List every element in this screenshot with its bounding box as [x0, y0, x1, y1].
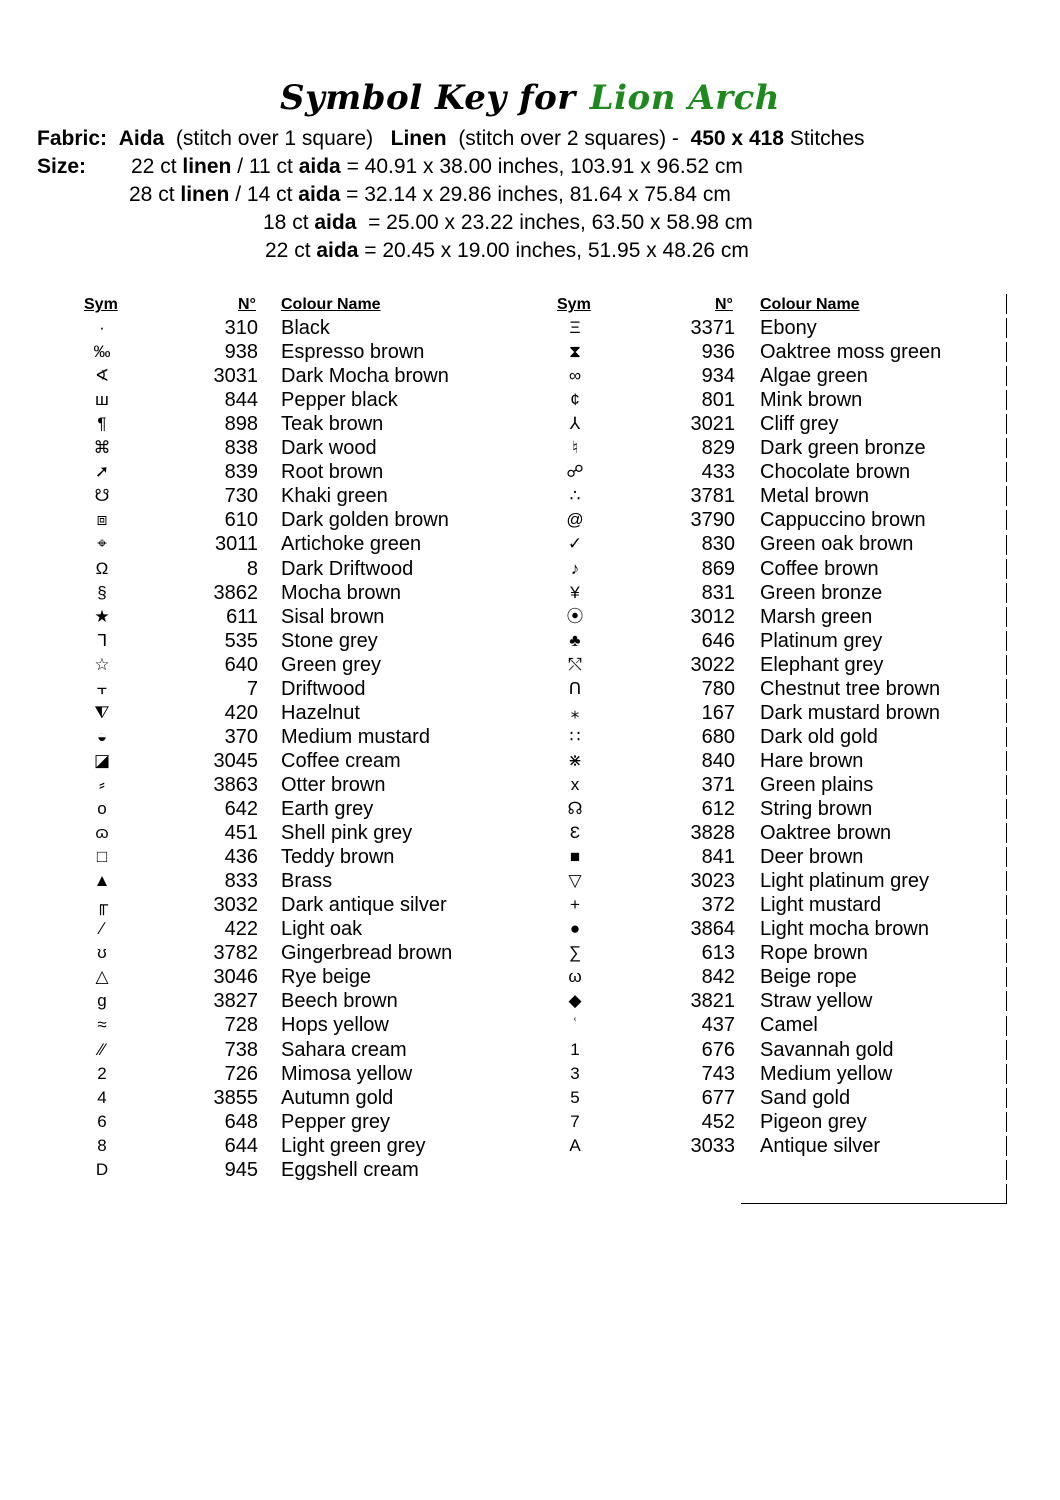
row-symbol: ⧨	[94, 703, 110, 722]
row-symbol: ♪	[570, 559, 580, 578]
row-symbol: x	[570, 775, 580, 794]
row-number: 830	[701, 533, 735, 555]
border-segment	[1006, 967, 1007, 987]
row-symbol: Ω	[95, 559, 109, 578]
row-symbol: ∞	[568, 366, 582, 385]
row-colour-name: Beech brown	[281, 990, 398, 1012]
row-number: 8	[246, 558, 258, 580]
row-symbol: ◪	[93, 751, 111, 770]
pattern-name: Lion Arch	[589, 78, 780, 118]
row-number: 3046	[213, 966, 258, 988]
row-colour-name: Chocolate brown	[760, 461, 911, 483]
border-segment	[1006, 607, 1007, 627]
border-segment	[1006, 751, 1007, 771]
row-colour-name: Coffee cream	[281, 750, 401, 772]
row-symbol: o	[97, 799, 107, 818]
row-symbol: ♣	[569, 631, 581, 650]
fabric-label: Fabric:	[37, 127, 108, 150]
row-colour-name: Sisal brown	[281, 606, 385, 628]
row-colour-name: Dark wood	[281, 437, 377, 459]
row-colour-name: Eggshell cream	[281, 1159, 419, 1181]
row-colour-name: Light green grey	[281, 1135, 426, 1157]
border-segment	[1006, 342, 1007, 362]
row-number: 451	[224, 822, 258, 844]
row-symbol: ¶	[97, 414, 107, 433]
border-segment	[1006, 559, 1007, 579]
border-segment	[1006, 1136, 1007, 1156]
row-symbol: §	[97, 583, 107, 602]
row-symbol: 7	[570, 1112, 580, 1131]
row-number: 780	[701, 678, 735, 700]
row-number: 938	[224, 341, 258, 363]
row-number: 3781	[690, 485, 735, 507]
row-colour-name: Hazelnut	[281, 702, 360, 724]
row-colour-name: Gingerbread brown	[281, 942, 453, 964]
row-symbol: Ξ	[569, 318, 581, 337]
border-segment	[1006, 462, 1007, 482]
right-name-header: Colour Name	[760, 296, 860, 313]
row-symbol: ∕	[100, 919, 104, 938]
row-symbol: ☊	[567, 799, 583, 818]
size-line-post: = 20.45 x 19.00 inches, 51.95 x 48.26 cm	[358, 239, 749, 262]
row-number: 3827	[213, 990, 258, 1012]
border-segment	[1006, 1016, 1007, 1036]
size-line	[129, 183, 731, 207]
border-segment	[1006, 1064, 1007, 1084]
border-segment	[1006, 631, 1007, 651]
row-symbol: ⤲	[568, 655, 582, 674]
row-symbol: ⫟	[96, 679, 108, 698]
border-segment	[1006, 1112, 1007, 1132]
row-colour-name: Oaktree brown	[760, 822, 892, 844]
row-number: 3371	[690, 317, 735, 339]
row-symbol: ≈	[97, 1015, 107, 1034]
border-segment	[1006, 1040, 1007, 1060]
row-symbol: ⧗	[569, 342, 581, 361]
row-colour-name: Artichoke green	[281, 533, 422, 555]
row-number: 3011	[214, 533, 258, 555]
row-number: 610	[224, 509, 258, 531]
row-colour-name: Beige rope	[760, 966, 857, 988]
row-number: 3033	[690, 1135, 735, 1157]
size-line-pre: 22 ct	[265, 239, 317, 262]
row-symbol: ⁎	[570, 703, 580, 722]
border-segment	[1006, 799, 1007, 819]
row-colour-name: Marsh green	[760, 606, 873, 628]
row-number: 642	[224, 798, 258, 820]
row-symbol: 4	[97, 1088, 107, 1107]
size-label: Size:	[37, 155, 87, 178]
row-number: 646	[701, 630, 735, 652]
row-symbol: 1	[570, 1040, 580, 1059]
row-number: 452	[701, 1111, 735, 1133]
row-number: 898	[224, 413, 258, 435]
row-colour-name: Platinum grey	[760, 630, 883, 652]
size-line-pre: 18 ct	[263, 211, 315, 234]
row-number: 613	[701, 942, 735, 964]
border-segment	[1006, 390, 1007, 410]
right-num-header: N°	[715, 296, 733, 313]
row-number: 535	[224, 630, 258, 652]
border-segment	[1006, 943, 1007, 963]
row-number: 644	[224, 1135, 258, 1157]
row-symbol: ➚	[94, 462, 110, 481]
row-colour-name: Hare brown	[760, 750, 864, 772]
row-number: 676	[701, 1039, 735, 1061]
row-number: 437	[701, 1014, 735, 1036]
bottom-rule	[741, 1203, 1007, 1204]
row-colour-name: Dark Mocha brown	[281, 365, 449, 387]
row-symbol: ■	[569, 847, 581, 866]
size-line-b1: linen	[182, 155, 232, 178]
row-number: 829	[701, 437, 735, 459]
stitch-count: 450 x 418	[690, 127, 784, 150]
row-number: 844	[224, 389, 258, 411]
row-number: 7	[246, 678, 258, 700]
row-colour-name: Pepper black	[281, 389, 398, 411]
size-line-pre: 28 ct	[129, 183, 181, 206]
row-colour-name: Straw yellow	[760, 990, 873, 1012]
row-number: 841	[701, 846, 735, 868]
row-colour-name: Pepper grey	[281, 1111, 390, 1133]
row-colour-name: Metal brown	[760, 485, 869, 507]
row-number: 3863	[213, 774, 258, 796]
row-number: 3828	[690, 822, 735, 844]
border-segment	[1006, 871, 1007, 891]
border-segment	[1006, 1160, 1007, 1180]
row-colour-name: Mink brown	[760, 389, 863, 411]
row-symbol: □	[96, 847, 108, 866]
row-number: 3023	[690, 870, 735, 892]
row-number: 310	[224, 317, 258, 339]
row-number: 3862	[213, 582, 258, 604]
row-number: 738	[224, 1039, 258, 1061]
row-colour-name: Otter brown	[281, 774, 386, 796]
row-colour-name: Dark green bronze	[760, 437, 926, 459]
row-symbol: ♮	[571, 438, 579, 457]
row-colour-name: Light platinum grey	[760, 870, 929, 892]
row-number: 3022	[690, 654, 735, 676]
border-segment	[1006, 895, 1007, 915]
row-number: 3031	[213, 365, 258, 387]
row-symbol: ∴	[569, 486, 581, 505]
row-colour-name: Green bronze	[760, 582, 883, 604]
size-line	[265, 239, 749, 263]
row-symbol: ☍	[566, 462, 584, 481]
size-line-b2: aida	[298, 155, 341, 178]
row-number: 3045	[213, 750, 258, 772]
row-colour-name: Mocha brown	[281, 582, 402, 604]
row-symbol: ◒	[96, 727, 108, 746]
fabric-linen-note: (stitch over 2 squares) -	[458, 127, 679, 150]
row-symbol: ☋	[94, 486, 110, 505]
row-number: 869	[701, 558, 735, 580]
row-colour-name: Savannah gold	[760, 1039, 894, 1061]
row-symbol: ⁄⁄	[99, 1040, 105, 1059]
row-number: 3021	[690, 413, 735, 435]
row-colour-name: Camel	[760, 1014, 818, 1036]
border-segment	[1006, 847, 1007, 867]
border-segment	[1006, 991, 1007, 1011]
row-colour-name: Sahara cream	[281, 1039, 407, 1061]
row-colour-name: Light mocha brown	[760, 918, 929, 940]
border-segment	[1006, 1184, 1007, 1204]
fabric-linen: Linen	[390, 127, 447, 150]
row-symbol: ⌘	[93, 438, 111, 457]
row-colour-name: Espresso brown	[281, 341, 425, 363]
row-symbol: ⧈	[96, 510, 108, 529]
row-symbol: @	[566, 510, 584, 529]
row-colour-name: Cappuccino brown	[760, 509, 926, 531]
row-colour-name: Dark mustard brown	[760, 702, 941, 724]
row-number: 801	[701, 389, 735, 411]
border-segment	[1006, 294, 1007, 314]
title-prefix: Symbol Key for	[279, 78, 576, 118]
row-colour-name: Chestnut tree brown	[760, 678, 941, 700]
row-symbol: ◆	[568, 991, 582, 1010]
row-colour-name: Green grey	[281, 654, 382, 676]
size-line-post: = 25.00 x 23.22 inches, 63.50 x 58.98 cm	[356, 211, 753, 234]
row-number: 436	[224, 846, 258, 868]
border-segment	[1006, 1088, 1007, 1108]
size-line-mid: / 14 ct	[229, 183, 299, 206]
row-number: 934	[701, 365, 735, 387]
size-label-line	[37, 155, 86, 179]
row-number: 167	[701, 702, 735, 724]
row-symbol: ▽	[568, 871, 582, 890]
row-colour-name: Rope brown	[760, 942, 868, 964]
row-symbol: D	[95, 1160, 109, 1179]
border-segment	[1006, 655, 1007, 675]
row-colour-name: Light mustard	[760, 894, 882, 916]
row-symbol: ⋇	[567, 751, 583, 770]
row-colour-name: Shell pink grey	[281, 822, 413, 844]
row-colour-name: Algae green	[760, 365, 868, 387]
size-line-b1: linen	[180, 183, 230, 206]
row-colour-name: Deer brown	[760, 846, 864, 868]
row-colour-name: Coffee brown	[760, 558, 879, 580]
row-number: 3012	[690, 606, 735, 628]
row-symbol: ∑	[568, 943, 582, 962]
row-number: 936	[701, 341, 735, 363]
border-segment	[1006, 535, 1007, 555]
row-number: 831	[701, 582, 735, 604]
row-number: 640	[224, 654, 258, 676]
row-colour-name: Dark antique silver	[281, 894, 447, 916]
border-segment	[1006, 583, 1007, 603]
fabric-aida: Aida	[118, 127, 165, 150]
row-colour-name: Rye beige	[281, 966, 372, 988]
row-colour-name: Driftwood	[281, 678, 366, 700]
left-num-header: N°	[238, 296, 256, 313]
row-number: 422	[224, 918, 258, 940]
row-number: 677	[701, 1087, 735, 1109]
row-symbol: Ɛ	[569, 823, 581, 842]
row-colour-name: Cliff grey	[760, 413, 839, 435]
row-colour-name: Khaki green	[281, 485, 388, 507]
row-symbol: 8	[97, 1136, 107, 1155]
row-symbol: 3	[570, 1064, 580, 1083]
row-colour-name: Green oak brown	[760, 533, 914, 555]
row-colour-name: Light oak	[281, 918, 363, 940]
row-number: 743	[701, 1063, 735, 1085]
row-colour-name: Medium mustard	[281, 726, 430, 748]
row-colour-name: Teak brown	[281, 413, 384, 435]
border-segment	[1006, 318, 1007, 338]
row-symbol: ╓	[95, 895, 109, 914]
row-symbol: ᒣ	[96, 631, 108, 650]
fabric-aida-note: (stitch over 1 square)	[175, 127, 374, 150]
row-symbol: ¢	[570, 390, 580, 409]
row-symbol: ●	[569, 919, 581, 938]
row-symbol: ★	[94, 607, 110, 626]
row-symbol: ✓	[567, 534, 583, 553]
row-number: 838	[224, 437, 258, 459]
row-number: 945	[224, 1159, 258, 1181]
row-colour-name: Teddy brown	[281, 846, 395, 868]
row-number: 433	[701, 461, 735, 483]
row-colour-name: Earth grey	[281, 798, 374, 820]
row-number: 833	[224, 870, 258, 892]
row-symbol: ᑎ	[568, 679, 582, 698]
row-number: 3032	[213, 894, 258, 916]
size-line-b2: aida	[298, 183, 341, 206]
border-segment	[1006, 679, 1007, 699]
row-number: 372	[701, 894, 735, 916]
row-symbol: ☆	[94, 655, 110, 674]
row-number: 842	[701, 966, 735, 988]
border-segment	[1006, 823, 1007, 843]
size-line	[131, 155, 743, 179]
row-symbol: 6	[97, 1112, 107, 1131]
row-colour-name: Antique silver	[760, 1135, 881, 1157]
row-colour-name: Oaktree moss green	[760, 341, 942, 363]
row-symbol: g	[97, 991, 107, 1010]
row-symbol: ¥	[570, 583, 580, 602]
border-segment	[1006, 438, 1007, 458]
row-colour-name: Sand gold	[760, 1087, 851, 1109]
row-colour-name: Root brown	[281, 461, 384, 483]
row-colour-name: Dark golden brown	[281, 509, 449, 531]
stitches-label: Stitches	[789, 127, 865, 150]
row-symbol: ⸗	[99, 775, 105, 794]
row-symbol: ‰	[93, 342, 111, 361]
row-number: 840	[701, 750, 735, 772]
row-colour-name: Brass	[281, 870, 333, 892]
row-colour-name: Stone grey	[281, 630, 378, 652]
row-number: 370	[224, 726, 258, 748]
border-segment	[1006, 727, 1007, 747]
size-line-mid: / 11 ct	[231, 155, 299, 178]
row-number: 611	[226, 606, 258, 628]
row-number: 612	[701, 798, 735, 820]
row-colour-name: Hops yellow	[281, 1014, 389, 1036]
row-number: 3864	[690, 918, 735, 940]
row-symbol: ʊ	[97, 943, 107, 962]
row-colour-name: Ebony	[760, 317, 817, 339]
row-symbol: ·	[99, 318, 105, 337]
row-number: 726	[224, 1063, 258, 1085]
row-symbol: +	[570, 895, 580, 914]
row-symbol: ω	[568, 967, 582, 986]
row-colour-name: Medium yellow	[760, 1063, 893, 1085]
border-segment	[1006, 414, 1007, 434]
border-segment	[1006, 919, 1007, 939]
size-line	[263, 211, 753, 235]
row-symbol: ɷ	[95, 823, 109, 842]
row-symbol: ⅄	[569, 414, 581, 433]
row-symbol: ⦿	[566, 607, 584, 626]
row-symbol: A	[569, 1136, 581, 1155]
row-colour-name: Elephant grey	[760, 654, 884, 676]
row-symbol: ш	[95, 390, 109, 409]
row-colour-name: String brown	[760, 798, 873, 820]
row-number: 839	[224, 461, 258, 483]
left-sym-header: Sym	[84, 296, 118, 313]
row-number: 680	[701, 726, 735, 748]
row-symbol: 5	[570, 1088, 580, 1107]
size-line-b1: aida	[314, 211, 357, 234]
row-number: 728	[224, 1014, 258, 1036]
row-symbol: ʿ	[572, 1015, 578, 1034]
fabric-line	[37, 127, 865, 151]
row-symbol: △	[95, 967, 109, 986]
size-line-post: = 40.91 x 38.00 inches, 103.91 x 96.52 cm	[340, 155, 743, 178]
size-line-b1: aida	[316, 239, 359, 262]
row-number: 371	[701, 774, 735, 796]
row-colour-name: Mimosa yellow	[281, 1063, 413, 1085]
row-symbol: ▲	[93, 871, 111, 890]
row-symbol: 2	[97, 1064, 107, 1083]
left-name-header: Colour Name	[281, 296, 381, 313]
border-segment	[1006, 775, 1007, 795]
row-symbol: ∷	[569, 727, 581, 746]
row-number: 420	[224, 702, 258, 724]
row-number: 3790	[690, 509, 735, 531]
row-symbol: ⌖	[97, 534, 107, 553]
page-title	[0, 78, 1060, 118]
row-colour-name: Green plains	[760, 774, 874, 796]
row-colour-name: Black	[281, 317, 330, 339]
row-number: 3782	[213, 942, 258, 964]
row-number: 730	[224, 485, 258, 507]
border-segment	[1006, 486, 1007, 506]
row-colour-name: Dark Driftwood	[281, 558, 414, 580]
row-colour-name: Dark old gold	[760, 726, 878, 748]
row-number: 648	[224, 1111, 258, 1133]
row-number: 3855	[213, 1087, 258, 1109]
border-segment	[1006, 366, 1007, 386]
row-colour-name: Pigeon grey	[760, 1111, 867, 1133]
row-colour-name: Autumn gold	[281, 1087, 394, 1109]
row-number: 3821	[690, 990, 735, 1012]
border-segment	[1006, 703, 1007, 723]
size-line-pre: 22 ct	[131, 155, 183, 178]
right-sym-header: Sym	[557, 296, 591, 313]
row-symbol: ∢	[94, 366, 110, 385]
border-segment	[1006, 510, 1007, 530]
size-line-post: = 32.14 x 29.86 inches, 81.64 x 75.84 cm	[340, 183, 731, 206]
